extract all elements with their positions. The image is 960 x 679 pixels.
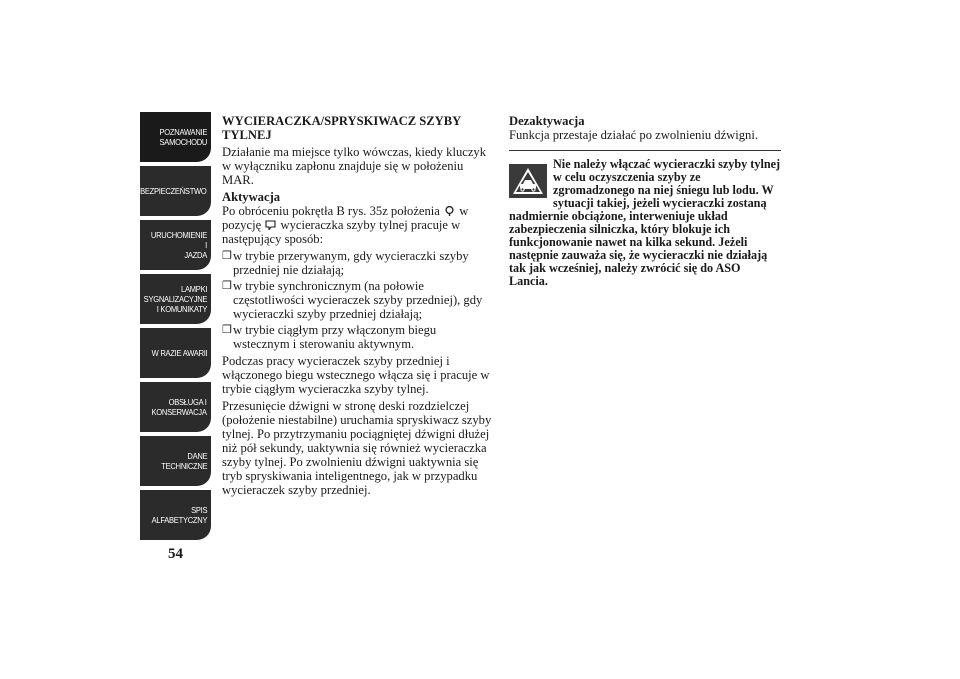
wiper-off-position-icon (444, 206, 455, 216)
tab-label: SPIS ALFABETYCZNY (151, 505, 207, 525)
page-number: 54 (168, 546, 183, 562)
tab-label: URUCHOMIENIE I JAZDA (150, 230, 207, 260)
reverse-gear-paragraph: Podczas pracy wycieraczek szyby przedniej i włączonego biegu wstecznego włącza się i pracuje w trybie ciągłym wycieraczka szyby tylnej. (222, 354, 490, 396)
washer-paragraph: Przesunięcie dźwigni w stronę deski rozdzielczej (położenie niestabilne) uruchamia spryskiwacz szyby tylnej. Po przytrzymaniu pociągniętej dźwigni dłużej niż pół sekundy, uaktywnia się również wycieraczka szyby tylnej. Po zwolnieniu dźwigni uaktywnia się tryb spryskiwania inteligentnego, jak w przypadku wycieraczek szyby przedniej. (222, 399, 492, 497)
list-item-text: w trybie ciągłym przy włączonym biegu wstecznym i sterowaniu aktywnym. (233, 323, 437, 351)
warning-text: Nie należy włączać wycieraczki szyby tylnej w celu oczyszczenia szyby ze zgromadzonego na niej śniegu lub lodu. W sytuacji takiej, jeżeli wycieraczki zostaną nadmiernie obciążone, interweniuje układ zabezpieczenia silniczka, który blokuje ich funkcjonowanie nawet na kilka sekund. Jeżeli następnie zauważa się, że wycieraczki nie działają tak jak wcześniej, należy zwrócić się do ASO Lancia. (509, 157, 781, 288)
tab-poznawanie-samochodu[interactable] (140, 112, 211, 162)
bullet-box-icon: ❒ (222, 250, 232, 262)
tab-w-razie-awarii[interactable] (140, 328, 211, 378)
bullet-box-icon: ❒ (222, 324, 232, 336)
section-heading: WYCIERACZKA/SPRYSKIWACZ SZYBY TYLNEJ (222, 114, 461, 142)
tab-uruchomienie-i-jazda[interactable] (140, 220, 211, 270)
tab-label: OBSŁUGA I KONSERWACJA (151, 397, 207, 417)
activation-text-1: Po obróceniu pokrętła B rys. 35z położenia (222, 204, 440, 218)
activation-title: Aktywacja (222, 190, 281, 204)
tab-bezpieczenstwo[interactable] (140, 166, 211, 216)
bullet-box-icon: ❒ (222, 280, 232, 292)
list-item-text: w trybie przerywanym, gdy wycieraczki szyby przedniej nie działają; (233, 249, 469, 277)
rear-wiper-icon (265, 220, 276, 230)
mode-list (222, 249, 494, 351)
activation-text-3: wycieraczka szyby tylnej pracuje w następujący sposób: (222, 218, 461, 246)
tab-label: BEZPIECZEŃSTWO (140, 186, 207, 196)
right-column (509, 114, 781, 288)
deactivation-title: Dezaktywacja (509, 114, 585, 128)
intro-paragraph: Działanie ma miejsce tylko wówczas, kiedy kluczyk w wyłączniku zapłonu znajduje się w położeniu MAR. (222, 145, 487, 187)
list-item (222, 279, 494, 321)
tab-obsluga-i-konserwacja[interactable] (140, 382, 211, 432)
list-item-text: w trybie synchronicznym (na połowie częstotliwości wycieraczek szyby przedniej), gdy wycieraczki szyby przedniej działają; (233, 279, 483, 321)
warning-note (509, 158, 781, 288)
left-column (222, 114, 494, 500)
list-item (222, 249, 494, 277)
tab-label: W RAZIE AWARII (151, 348, 207, 358)
deactivation-paragraph: Funkcja przestaje działać po zwolnieniu dźwigni. (509, 128, 758, 142)
tab-label: LAMPKI SYGNALIZACYJNE I KOMUNIKATY (143, 284, 207, 314)
divider (509, 150, 781, 151)
tab-lampki-sygnalizacyjne[interactable] (140, 274, 211, 324)
list-item (222, 323, 494, 351)
tab-spis-alfabetyczny[interactable] (140, 490, 211, 540)
tab-dane-techniczne[interactable] (140, 436, 211, 486)
tab-label: POZNAWANIE SAMOCHODU (159, 127, 207, 147)
activation-text-2: w pozycję (222, 204, 469, 232)
tab-label: DANE TECHNICZNE (160, 451, 207, 471)
warning-triangle-icon (509, 164, 547, 198)
activation-paragraph (222, 204, 494, 246)
